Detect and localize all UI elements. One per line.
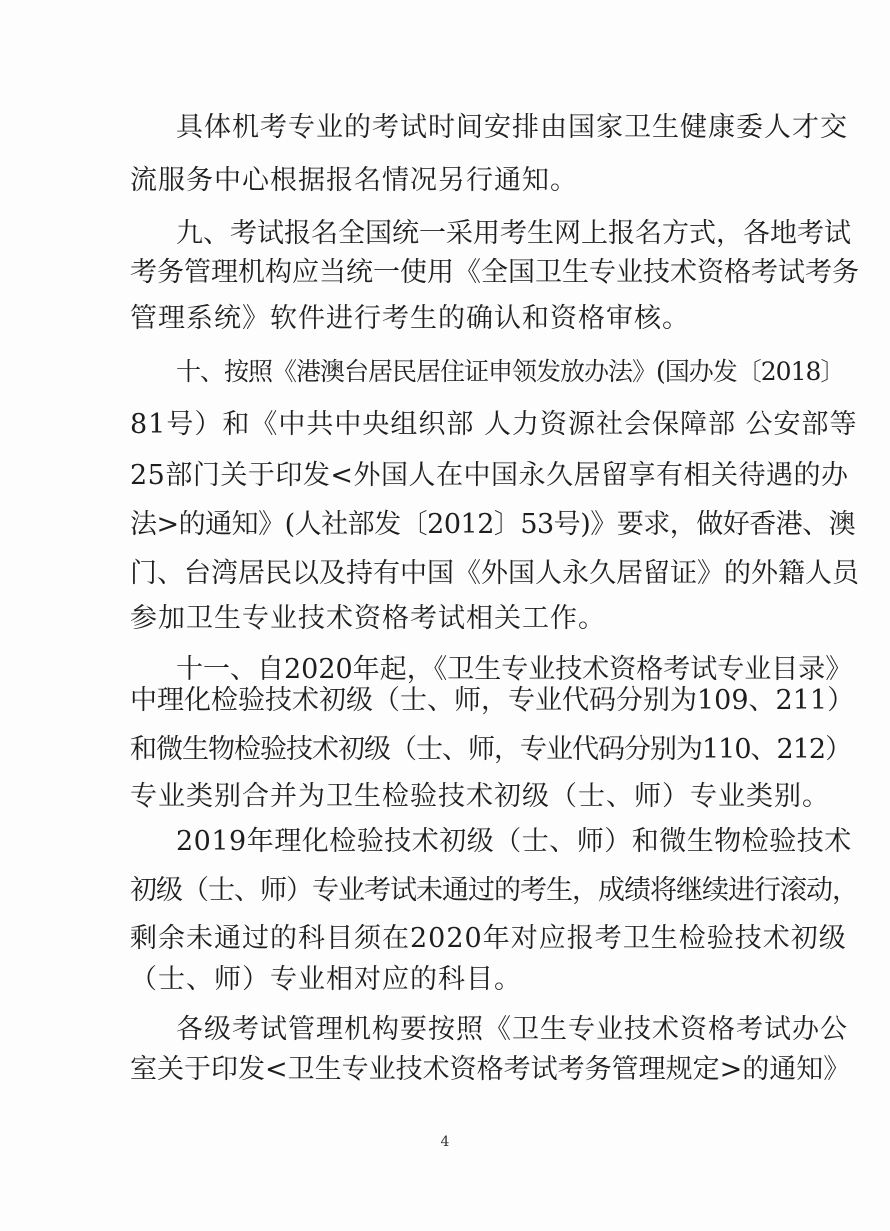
text-line: （士、师）专业相对应的科目。 bbox=[130, 964, 522, 995]
text-line: 法>的通知》(人社部发〔2012〕53号)》要求，做好香港、澳 bbox=[130, 509, 856, 540]
text-line: 初级（士、师）专业考试未通过的考生，成绩将继续进行滚动， bbox=[130, 875, 858, 906]
text-line: 专业类别合并为卫生检验技术初级（士、师）专业类别。 bbox=[130, 781, 830, 812]
text-line: 十、按照《港澳台居民居住证申领发放办法》(国办发〔2018〕 bbox=[176, 357, 845, 386]
text-line: 参加卫生专业技术资格考试相关工作。 bbox=[130, 603, 606, 634]
text-line: 剩余未通过的科目须在2020年对应报考卫生检验技术初级 bbox=[130, 923, 847, 954]
page-number: 4 bbox=[440, 1134, 450, 1150]
text-line: 十一、自2020年起，《卫生专业技术资格考试专业目录》 bbox=[176, 654, 853, 685]
text-line: 中理化检验技术初级（士、师，专业代码分别为109、211） bbox=[130, 685, 855, 716]
text-line: 考务管理机构应当统一使用《全国卫生专业技术资格考试考务 bbox=[130, 257, 859, 288]
text-line: 25部门关于印发<外国人在中国永久居留享有相关待遇的办 bbox=[130, 460, 849, 491]
text-line: 2019年理化检验技术初级（士、师）和微生物检验技术 bbox=[176, 826, 852, 857]
text-line: 九、考试报名全国统一采用考生网上报名方式，各地考试 bbox=[176, 218, 851, 249]
text-line: 门、台湾居民以及持有中国《外国人永久居留证》的外籍人员 bbox=[130, 558, 859, 589]
text-line: 和微生物检验技术初级（士、师，专业代码分别为110、212） bbox=[130, 734, 852, 765]
text-line: 室关于印发<卫生专业技术资格考试考务管理规定>的通知》 bbox=[130, 1054, 851, 1085]
text-line: 各级考试管理机构要按照《卫生专业技术资格考试办公 bbox=[176, 1014, 848, 1045]
text-line: 具体机考专业的考试时间安排由国家卫生健康委人才交 bbox=[176, 112, 848, 143]
text-line: 81号）和《中共中央组织部 人力资源社会保障部 公安部等 bbox=[130, 409, 858, 440]
text-line: 管理系统》软件进行考生的确认和资格审核。 bbox=[130, 303, 690, 334]
text-line: 流服务中心根据报名情况另行通知。 bbox=[130, 165, 578, 196]
